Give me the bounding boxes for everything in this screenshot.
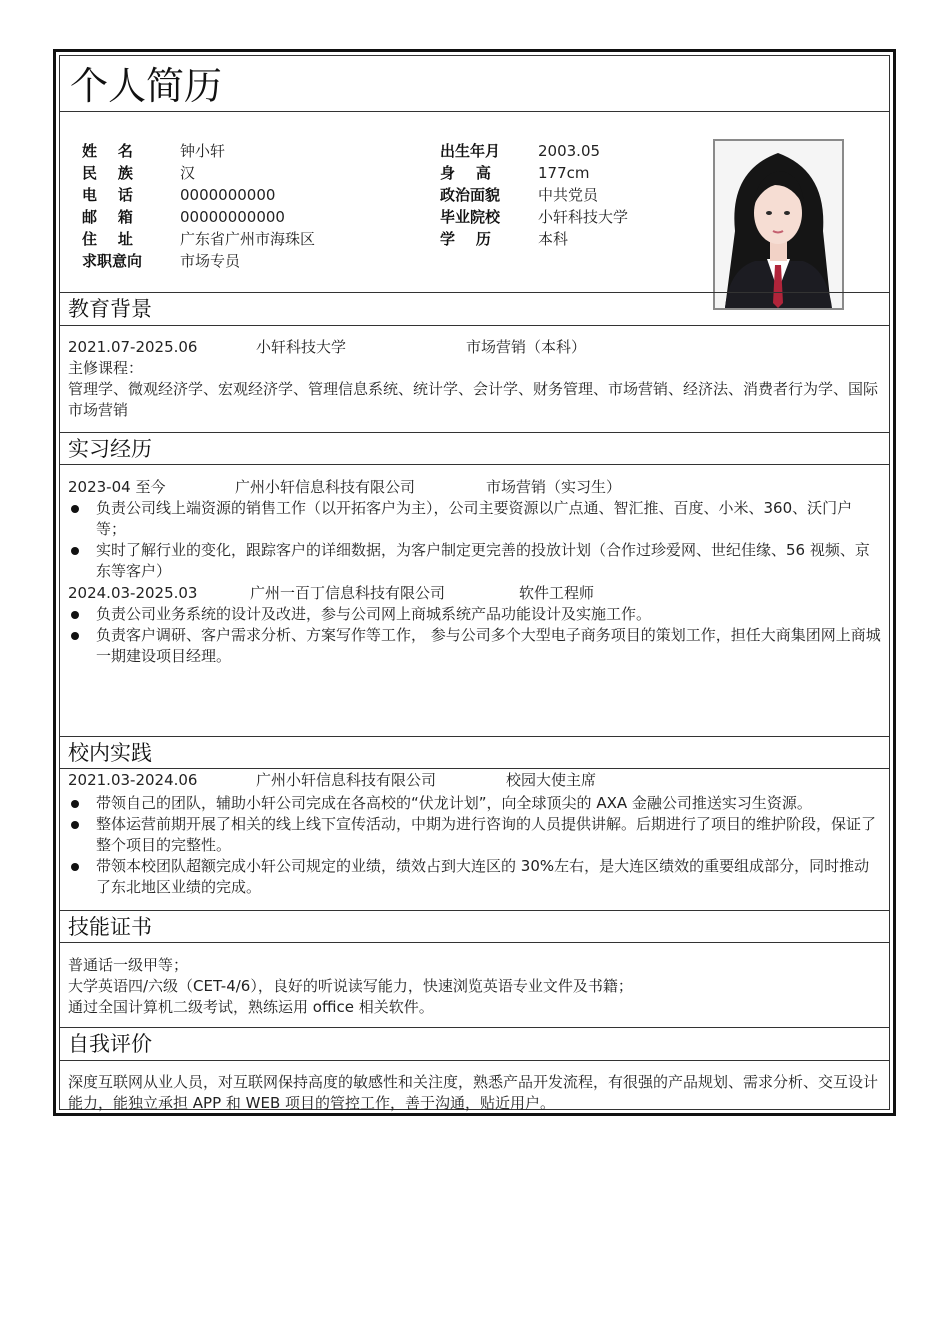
courses-text: 管理学、微观经济学、宏观经济学、管理信息系统、统计学、会计学、财务管理、市场营销、经济法、消费者行为学、国际市场营销 <box>68 380 879 419</box>
info-value: 市场专员 <box>180 252 241 270</box>
bullet-item: 负责客户调研、客户需求分析、方案写作等工作， 参与公司多个大型电子商务项目的策划工作，担任大商集团网上商城一期建设项目经理。 <box>68 625 881 667</box>
info-value: 中共党员 <box>538 186 599 204</box>
title-divider <box>60 111 889 112</box>
campus-company: 广州小轩信息科技有限公司 <box>256 771 437 789</box>
divider <box>60 432 889 433</box>
info-label: 姓 名 <box>82 142 133 160</box>
skill-line: 普通话一级甲等； <box>68 956 189 974</box>
job-period: 2023-04 至今 <box>68 478 166 496</box>
divider <box>60 1060 889 1061</box>
info-value: 钟小轩 <box>180 142 226 160</box>
info-label: 住 址 <box>82 230 133 248</box>
job-bullets <box>68 498 881 582</box>
job-role: 市场营销（实习生） <box>486 478 622 496</box>
info-value: 本科 <box>538 230 569 248</box>
bullet-item: 负责公司线上端资源的销售工作（以开拓客户为主），公司主要资源以广点通、智汇推、百度、小米、360、沃门户等； <box>68 498 881 540</box>
section-title-skills: 技能证书 <box>68 915 152 939</box>
divider <box>60 768 889 769</box>
resume-title: 个人简历 <box>70 64 223 108</box>
resume-frame <box>53 49 896 1116</box>
campus-period: 2021.03-2024.06 <box>68 771 198 789</box>
info-label: 电 话 <box>82 186 133 204</box>
info-value: 0000000000 <box>180 186 276 204</box>
divider <box>60 464 889 465</box>
job-role: 软件工程师 <box>519 584 595 602</box>
info-value: 广东省广州市海珠区 <box>180 230 316 248</box>
section-title-education: 教育背景 <box>68 297 152 321</box>
info-label: 学 历 <box>440 230 491 248</box>
info-label: 毕业院校 <box>440 208 501 226</box>
section-title-campus: 校内实践 <box>68 741 152 765</box>
bullet-item: 带领自己的团队，辅助小轩公司完成在各高校的“伏龙计划”，向全球顶尖的 AXA 金融公司推送实习生资源。 <box>68 793 881 814</box>
job-bullets <box>68 604 881 667</box>
info-label: 出生年月 <box>440 142 501 160</box>
info-label: 邮 箱 <box>82 208 133 226</box>
courses-label: 主修课程： <box>68 359 144 377</box>
divider <box>60 292 889 293</box>
self-eval-text: 深度互联网从业人员，对互联网保持高度的敏感性和关注度，熟悉产品开发流程，有很强的产品规划、需求分析、交互设计能力，能独立承担 APP 和 WEB 项目的管控工作，善于沟通，贴近用户。 <box>68 1073 879 1112</box>
resume-inner-border <box>59 55 890 1110</box>
job-company: 广州小轩信息科技有限公司 <box>235 478 416 496</box>
section-title-internship: 实习经历 <box>68 437 152 461</box>
job-company: 广州一百丁信息科技有限公司 <box>250 584 446 602</box>
divider <box>60 325 889 326</box>
info-label: 民 族 <box>82 164 133 182</box>
info-value: 汉 <box>180 164 196 182</box>
bullet-item: 带领本校团队超额完成小轩公司规定的业绩，绩效占到大连区的 30%左右，是大连区绩效的重要组成部分，同时推动了东北地区业绩的完成。 <box>68 856 881 898</box>
skill-line: 通过全国计算机二级考试，熟练运用 office 相关软件。 <box>68 998 434 1016</box>
skill-line: 大学英语四/六级（CET-4/6），良好的听说读写能力，快速浏览英语专业文件及书籍； <box>68 977 633 995</box>
campus-bullets <box>68 793 881 898</box>
job-period: 2024.03-2025.03 <box>68 584 198 602</box>
divider <box>60 736 889 737</box>
education-major: 市场营销（本科） <box>466 338 587 356</box>
info-value: 2003.05 <box>538 142 601 160</box>
divider <box>60 910 889 911</box>
education-period: 2021.07-2025.06 <box>68 338 198 356</box>
section-title-self-eval: 自我评价 <box>68 1032 152 1056</box>
info-value: 177cm <box>538 164 590 182</box>
campus-role: 校园大使主席 <box>506 771 597 789</box>
info-label: 政治面貌 <box>440 186 501 204</box>
divider <box>60 942 889 943</box>
info-label: 身 高 <box>440 164 491 182</box>
bullet-item: 负责公司业务系统的设计及改进，参与公司网上商城系统产品功能设计及实施工作。 <box>68 604 881 625</box>
info-value: 00000000000 <box>180 208 285 226</box>
profile-photo <box>713 139 844 310</box>
portrait-image <box>715 141 842 308</box>
bullet-item: 整体运营前期开展了相关的线上线下宣传活动，中期为进行咨询的人员提供讲解。后期进行了项目的维护阶段，保证了整个项目的完整性。 <box>68 814 881 856</box>
education-school: 小轩科技大学 <box>256 338 347 356</box>
divider <box>60 1027 889 1028</box>
bullet-item: 实时了解行业的变化，跟踪客户的详细数据，为客户制定更完善的投放计划（合作过珍爱网、世纪佳缘、56 视频、京东等客户） <box>68 540 881 582</box>
info-value: 小轩科技大学 <box>538 208 629 226</box>
info-label: 求职意向 <box>82 252 143 270</box>
